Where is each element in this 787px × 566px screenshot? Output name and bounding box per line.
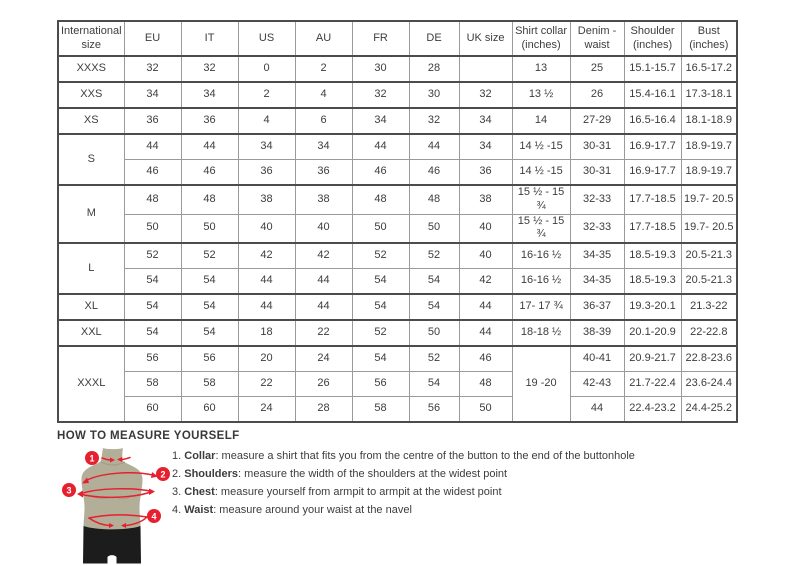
marker-3-number: 3	[66, 485, 72, 496]
table-cell: 44	[238, 269, 295, 295]
table-cell: 14 ½ -15	[512, 134, 570, 160]
table-cell: 32-33	[570, 214, 624, 243]
marker-1	[85, 451, 99, 465]
size-cell: XXXS	[58, 56, 124, 82]
column-header: Shoulder (inches)	[624, 21, 681, 56]
table-cell: 34	[352, 108, 409, 134]
table-cell: 32-33	[570, 185, 624, 214]
table-cell: 52	[352, 320, 409, 346]
table-cell: 42	[238, 243, 295, 269]
table-cell: 50	[352, 214, 409, 243]
column-header: IT	[181, 21, 238, 56]
table-cell: 21.3-22	[681, 294, 737, 320]
measure-heading: HOW TO MEASURE YOURSELF	[57, 430, 240, 442]
table-cell: 15.1-15.7	[624, 56, 681, 82]
table-cell: 44	[124, 134, 181, 160]
table-cell: 44	[352, 134, 409, 160]
table-cell: 44	[295, 269, 352, 295]
table-cell: 54	[409, 372, 459, 397]
column-header: Denim - waist	[570, 21, 624, 56]
table-cell: 34-35	[570, 269, 624, 295]
collar-tape-line-2	[122, 458, 130, 460]
column-header: FR	[352, 21, 409, 56]
table-cell: 20.9-21.7	[624, 346, 681, 372]
table-cell: 17.7-18.5	[624, 185, 681, 214]
table-row	[58, 185, 737, 214]
table-row	[58, 372, 737, 397]
table-cell: 46	[181, 160, 238, 186]
table-cell: 20.5-21.3	[681, 243, 737, 269]
size-cell: M	[58, 185, 124, 243]
instruction-number: 2.	[172, 468, 182, 480]
table-cell: 50	[181, 214, 238, 243]
table-cell: 32	[352, 82, 409, 108]
instruction-waist	[172, 503, 635, 521]
chest-arrow-left	[77, 491, 83, 498]
table-cell: 50	[409, 214, 459, 243]
table-cell: 16.5-16.4	[624, 108, 681, 134]
table-cell: 34	[459, 134, 512, 160]
table-cell: 4	[238, 108, 295, 134]
table-row	[58, 320, 737, 346]
table-cell: 34	[181, 82, 238, 108]
table-row	[58, 160, 737, 186]
table-cell: 17- 17 ¾	[512, 294, 570, 320]
table-row	[58, 243, 737, 269]
table-cell: 30	[409, 82, 459, 108]
table-cell: 44	[295, 294, 352, 320]
size-cell: L	[58, 243, 124, 294]
table-cell: 0	[238, 56, 295, 82]
table-cell: 22.4-23.2	[624, 397, 681, 423]
table-cell: 28	[295, 397, 352, 423]
table-cell: 36	[459, 160, 512, 186]
table-cell: 52	[181, 243, 238, 269]
column-header: Shirt collar (inches)	[512, 21, 570, 56]
table-cell: 26	[570, 82, 624, 108]
marker-2-number: 2	[160, 469, 166, 480]
table-cell: 46	[352, 160, 409, 186]
table-row	[58, 134, 737, 160]
table-cell: 34	[295, 134, 352, 160]
table-cell: 18.9-19.7	[681, 134, 737, 160]
table-cell: 38-39	[570, 320, 624, 346]
table-row	[58, 294, 737, 320]
table-cell: 26	[295, 372, 352, 397]
table-cell: 32	[181, 56, 238, 82]
marker-2	[156, 467, 170, 481]
table-cell: 36	[124, 108, 181, 134]
table-cell: 17.7-18.5	[624, 214, 681, 243]
table-cell: 13 ½	[512, 82, 570, 108]
size-cell: S	[58, 134, 124, 185]
table-cell: 20.5-21.3	[681, 269, 737, 295]
table-cell: 40	[238, 214, 295, 243]
table-cell: 15 ½ - 15 ¾	[512, 214, 570, 243]
table-cell: 58	[352, 397, 409, 423]
instruction-text: : measure a shirt that fits you from the centre of the button to the end of the buttonhole	[215, 450, 635, 462]
size-cell: XXXL	[58, 346, 124, 422]
mannequin-shorts-shape	[83, 526, 141, 564]
marker-3	[62, 483, 76, 497]
table-cell: 54	[352, 269, 409, 295]
size-cell: XL	[58, 294, 124, 320]
table-cell: 24	[238, 397, 295, 423]
table-cell: 58	[181, 372, 238, 397]
table-cell: 6	[295, 108, 352, 134]
table-cell: 44	[409, 134, 459, 160]
table-cell: 42-43	[570, 372, 624, 397]
table-cell: 22	[238, 372, 295, 397]
table-cell: 23.6-24.4	[681, 372, 737, 397]
size-cell: XXS	[58, 82, 124, 108]
table-cell: 16.9-17.7	[624, 160, 681, 186]
instruction-text: : measure around your waist at the navel	[213, 504, 412, 516]
table-cell: 40	[459, 243, 512, 269]
table-cell: 21.7-22.4	[624, 372, 681, 397]
table-cell: 18.9-19.7	[681, 160, 737, 186]
instruction-chest	[172, 485, 635, 503]
table-cell: 36	[181, 108, 238, 134]
table-cell: 40-41	[570, 346, 624, 372]
table-cell: 14	[512, 108, 570, 134]
table-cell: 48	[409, 185, 459, 214]
column-header: EU	[124, 21, 181, 56]
table-cell: 50	[124, 214, 181, 243]
table-cell: 18.1-18.9	[681, 108, 737, 134]
table-cell: 54	[124, 320, 181, 346]
table-cell: 54	[409, 269, 459, 295]
table-cell: 56	[124, 346, 181, 372]
column-header: Bust (inches)	[681, 21, 737, 56]
table-cell: 60	[124, 397, 181, 423]
table-cell: 48	[459, 372, 512, 397]
table-row	[58, 397, 737, 423]
table-row	[58, 269, 737, 295]
instruction-label: Waist	[184, 504, 214, 516]
table-cell: 22-22.8	[681, 320, 737, 346]
column-header: US	[238, 21, 295, 56]
table-cell: 56	[352, 372, 409, 397]
table-cell: 48	[124, 185, 181, 214]
table-cell: 54	[352, 346, 409, 372]
table-cell: 44	[238, 294, 295, 320]
instruction-number: 4.	[172, 504, 182, 516]
size-cell: XS	[58, 108, 124, 134]
table-cell: 60	[181, 397, 238, 423]
table-cell: 15 ½ - 15 ¾	[512, 185, 570, 214]
table-cell: 42	[295, 243, 352, 269]
table-cell: 28	[409, 56, 459, 82]
table-cell: 34	[124, 82, 181, 108]
table-cell: 52	[409, 346, 459, 372]
table-cell: 22	[295, 320, 352, 346]
table-cell: 15.4-16.1	[624, 82, 681, 108]
table-cell: 2	[295, 56, 352, 82]
table-row	[58, 82, 737, 108]
table-cell: 36-37	[570, 294, 624, 320]
table-cell: 4	[295, 82, 352, 108]
instruction-label: Chest	[184, 486, 215, 498]
table-cell: 46	[124, 160, 181, 186]
table-cell: 36	[238, 160, 295, 186]
table-cell: 52	[409, 243, 459, 269]
table-cell: 40	[295, 214, 352, 243]
table-cell: 54	[352, 294, 409, 320]
table-cell: 16-16 ½	[512, 243, 570, 269]
table-cell: 54	[124, 294, 181, 320]
table-cell: 18-18 ½	[512, 320, 570, 346]
column-header: DE	[409, 21, 459, 56]
table-cell: 34	[238, 134, 295, 160]
table-cell: 44	[459, 320, 512, 346]
table-cell	[459, 56, 512, 82]
table-row	[58, 56, 737, 82]
instruction-text: : measure yourself from armpit to armpit at the widest point	[214, 486, 502, 498]
table-cell: 50	[409, 320, 459, 346]
table-cell: 38	[238, 185, 295, 214]
table-cell: 36	[295, 160, 352, 186]
table-cell: 44	[181, 134, 238, 160]
table-cell: 25	[570, 56, 624, 82]
measure-instructions	[172, 449, 635, 521]
table-cell: 42	[459, 269, 512, 295]
marker-4	[147, 509, 161, 523]
table-cell: 38	[459, 185, 512, 214]
table-cell: 44	[570, 397, 624, 423]
table-cell: 40	[459, 214, 512, 243]
table-cell: 58	[124, 372, 181, 397]
table-cell: 22.8-23.6	[681, 346, 737, 372]
table-cell: 14 ½ -15	[512, 160, 570, 186]
table-cell: 46	[459, 346, 512, 372]
table-cell: 32	[459, 82, 512, 108]
table-cell: 54	[124, 269, 181, 295]
table-cell: 27-29	[570, 108, 624, 134]
table-cell: 44	[459, 294, 512, 320]
table-cell: 52	[352, 243, 409, 269]
table-cell: 46	[409, 160, 459, 186]
table-cell: 16.5-17.2	[681, 56, 737, 82]
collar-merged-cell: 19 -20	[512, 346, 570, 422]
table-cell: 54	[181, 294, 238, 320]
table-cell: 30	[352, 56, 409, 82]
instruction-label: Shoulders	[184, 468, 239, 480]
column-header: UK size	[459, 21, 512, 56]
table-cell: 24	[295, 346, 352, 372]
column-header: International size	[58, 21, 124, 56]
table-cell: 2	[238, 82, 295, 108]
size-chart-table	[57, 20, 738, 423]
table-cell: 48	[352, 185, 409, 214]
table-cell: 18.5-19.3	[624, 243, 681, 269]
table-cell: 16.9-17.7	[624, 134, 681, 160]
column-header: AU	[295, 21, 352, 56]
table-cell: 56	[181, 346, 238, 372]
table-cell: 54	[409, 294, 459, 320]
marker-4-number: 4	[151, 511, 157, 522]
instruction-text: : measure the width of the shoulders at the widest point	[238, 468, 508, 480]
table-cell: 13	[512, 56, 570, 82]
table-cell: 38	[295, 185, 352, 214]
table-body	[58, 56, 737, 422]
size-cell: XXL	[58, 320, 124, 346]
header-row	[58, 21, 737, 56]
table-cell: 20	[238, 346, 295, 372]
instruction-collar	[172, 449, 635, 467]
marker-1-number: 1	[89, 453, 95, 464]
table-cell: 52	[124, 243, 181, 269]
table-cell: 32	[124, 56, 181, 82]
table-cell: 50	[459, 397, 512, 423]
measurement-figure	[58, 445, 173, 566]
table-cell: 20.1-20.9	[624, 320, 681, 346]
instruction-label: Collar	[184, 450, 216, 462]
table-cell: 19.7- 20.5	[681, 185, 737, 214]
table-cell: 19.3-20.1	[624, 294, 681, 320]
table-row	[58, 346, 737, 372]
table-row	[58, 214, 737, 243]
table-cell: 34	[459, 108, 512, 134]
table-cell: 18.5-19.3	[624, 269, 681, 295]
instruction-number: 3.	[172, 486, 182, 498]
table-cell: 18	[238, 320, 295, 346]
table-cell: 54	[181, 320, 238, 346]
table-row	[58, 108, 737, 134]
instruction-shoulders	[172, 467, 635, 485]
chest-arrow-right	[149, 489, 155, 496]
table-cell: 32	[409, 108, 459, 134]
table-cell: 30-31	[570, 134, 624, 160]
table-cell: 19.7- 20.5	[681, 214, 737, 243]
instruction-number: 1.	[172, 450, 182, 462]
table-cell: 16-16 ½	[512, 269, 570, 295]
table-cell: 56	[409, 397, 459, 423]
table-cell: 34-35	[570, 243, 624, 269]
table-cell: 48	[181, 185, 238, 214]
table-cell: 30-31	[570, 160, 624, 186]
table-cell: 54	[181, 269, 238, 295]
table-cell: 17.3-18.1	[681, 82, 737, 108]
table-cell: 24.4-25.2	[681, 397, 737, 423]
